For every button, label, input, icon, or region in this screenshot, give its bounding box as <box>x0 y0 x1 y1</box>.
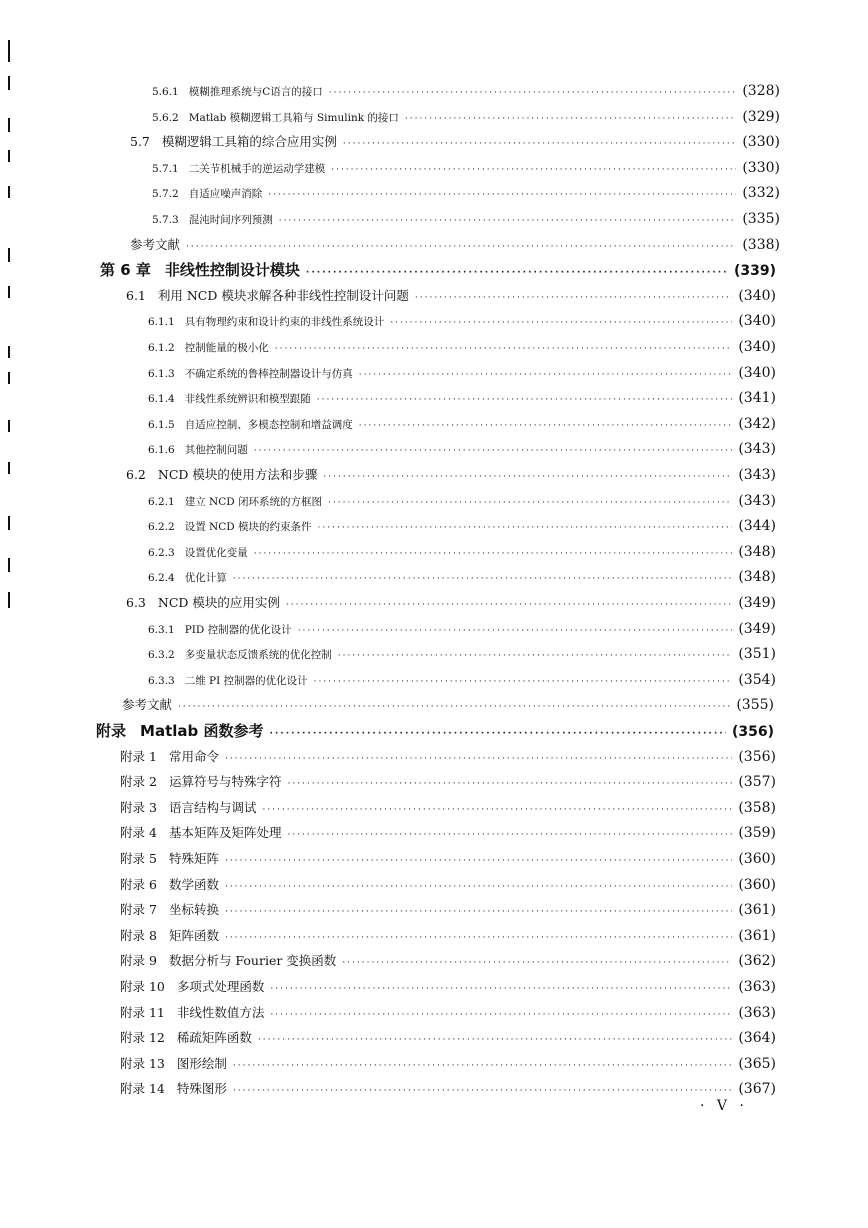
toc-entry-title: 参考文献 <box>122 697 173 712</box>
toc-entry-page: (360) <box>738 851 776 867</box>
dot-leader <box>225 927 732 949</box>
toc-entry-page: (361) <box>738 902 776 918</box>
dot-leader <box>270 978 732 1000</box>
toc-entry-page: (338) <box>742 237 780 253</box>
toc-entry-number: 附录 4 <box>120 825 157 840</box>
dot-leader <box>317 389 733 411</box>
toc-entry[interactable] <box>120 848 776 870</box>
binding-mark <box>8 40 10 62</box>
toc-entry-number: 附录 2 <box>120 774 157 789</box>
toc-entry-page: (365) <box>738 1056 776 1072</box>
page-number: · V · <box>700 1098 748 1114</box>
dot-leader <box>279 210 737 232</box>
toc-entry-title: 利用 NCD 模块求解各种非线性控制设计问题 <box>157 288 409 303</box>
toc-entry[interactable] <box>148 541 776 563</box>
toc-entry-title: PID 控制器的优化设计 <box>184 624 292 636</box>
dot-leader <box>254 440 733 462</box>
toc-entry-title: 运算符号与特殊字符 <box>168 774 282 789</box>
toc-entry-number: 6.3 <box>126 595 146 610</box>
toc-entry-title: 数学函数 <box>168 877 219 892</box>
toc-entry-page: (343) <box>738 441 776 457</box>
toc-entry-number: 附录 6 <box>120 877 157 892</box>
toc-entry[interactable] <box>120 771 776 793</box>
toc-entry-page: (340) <box>738 288 776 304</box>
toc-entry-title: 控制能量的极小化 <box>184 342 269 354</box>
binding-mark <box>8 118 10 132</box>
binding-mark <box>8 150 10 162</box>
binding-mark <box>8 558 10 572</box>
toc-entry-title: 图形绘制 <box>176 1056 227 1071</box>
toc-entry-number: 6.1.4 <box>148 393 175 405</box>
toc-entry-title: 具有物理约束和设计约束的非线性系统设计 <box>184 316 385 328</box>
toc-entry-title: 参考文献 <box>130 237 181 252</box>
toc-entry-title: 基本矩阵及矩阵处理 <box>168 825 282 840</box>
toc-entry-page: (351) <box>738 646 776 662</box>
toc-entry[interactable] <box>130 131 780 153</box>
toc-entry-title: Matlab 模糊逻辑工具箱与 Simulink 的接口 <box>188 112 399 124</box>
toc-entry-number: 5.7 <box>130 134 150 149</box>
toc-entry-number: 附录 8 <box>120 928 157 943</box>
toc-entry-title: 非线性控制设计模块 <box>164 261 300 279</box>
toc-entry-page: (362) <box>738 953 776 969</box>
binding-mark <box>8 462 10 474</box>
toc-entry-title: 特殊矩阵 <box>168 851 219 866</box>
toc-entry[interactable] <box>148 310 776 332</box>
toc-entry-number: 附录 9 <box>120 953 157 968</box>
dot-leader <box>268 184 736 206</box>
dot-leader <box>269 723 726 745</box>
toc-entry-number: 6.2.2 <box>148 521 175 533</box>
toc-entry-number: 附录 12 <box>120 1030 165 1045</box>
toc-entry[interactable] <box>120 1002 776 1024</box>
dot-leader <box>233 1080 732 1102</box>
toc-entry-page: (359) <box>738 825 776 841</box>
dot-leader <box>328 492 732 514</box>
toc-entry-page: (348) <box>738 544 776 560</box>
toc-entry-title: 多项式处理函数 <box>176 979 265 994</box>
toc-entry-page: (329) <box>742 109 780 125</box>
toc-entry-title: 非线性系统辨识和模型跟随 <box>184 393 311 405</box>
toc-entry-number: 第 6 章 <box>100 261 151 279</box>
toc-entry-page: (332) <box>742 185 780 201</box>
toc-entry[interactable] <box>148 669 776 691</box>
toc-entry-page: (367) <box>738 1081 776 1097</box>
toc-entry[interactable] <box>148 643 776 665</box>
dot-leader <box>286 594 732 616</box>
toc-entry-title: 不确定系统的鲁棒控制器设计与仿真 <box>184 368 353 380</box>
toc-entry[interactable] <box>148 438 776 460</box>
toc-entry-page: (343) <box>738 493 776 509</box>
toc-entry-title: 优化计算 <box>184 572 227 584</box>
toc-entry-page: (361) <box>738 928 776 944</box>
toc-entry[interactable] <box>122 694 774 716</box>
dot-leader <box>314 671 733 693</box>
toc-entry-page: (343) <box>738 467 776 483</box>
binding-mark <box>8 248 10 262</box>
toc-entry-page: (355) <box>736 697 774 713</box>
toc-entry-number: 6.3.2 <box>148 649 175 661</box>
toc-entry-number: 附录 13 <box>120 1056 165 1071</box>
toc-entry[interactable] <box>120 1053 776 1075</box>
toc-entry-page: (342) <box>738 416 776 432</box>
dot-leader <box>405 108 736 130</box>
toc-entry-page: (340) <box>738 339 776 355</box>
toc-entry[interactable] <box>148 413 776 435</box>
binding-edge-marks <box>0 0 20 1228</box>
toc-entry-page: (330) <box>742 134 780 150</box>
toc-entry-page: (349) <box>738 595 776 611</box>
toc-entry[interactable] <box>152 106 780 128</box>
binding-mark <box>8 592 10 608</box>
dot-leader <box>270 1004 732 1026</box>
toc-entry-page: (356) <box>731 724 774 740</box>
toc-entry[interactable] <box>120 976 776 998</box>
toc-entry-number: 5.7.1 <box>152 163 179 175</box>
toc-entry-number: 附录 11 <box>120 1005 165 1020</box>
dot-leader <box>225 748 732 770</box>
dot-leader <box>186 236 736 258</box>
dot-leader <box>225 876 732 898</box>
toc-entry[interactable] <box>148 336 776 358</box>
dot-leader <box>233 1055 732 1077</box>
toc-entry[interactable] <box>120 925 776 947</box>
dot-leader <box>415 287 732 309</box>
toc-entry-title: 常用命令 <box>168 749 219 764</box>
toc-entry[interactable] <box>96 720 774 742</box>
toc-entry-page: (330) <box>742 160 780 176</box>
toc-entry[interactable] <box>152 80 780 102</box>
dot-leader <box>258 1029 732 1051</box>
dot-leader <box>254 543 733 565</box>
toc-entry-title: 数据分析与 Fourier 变换函数 <box>168 953 337 968</box>
toc-entry-page: (341) <box>738 390 776 406</box>
dot-leader <box>275 338 733 360</box>
toc-entry-number: 附录 5 <box>120 851 157 866</box>
dot-leader <box>306 262 728 284</box>
toc-entry-number: 5.6.2 <box>152 112 179 124</box>
dot-leader <box>225 850 732 872</box>
dot-leader <box>318 517 733 539</box>
dot-leader <box>359 415 733 437</box>
binding-mark <box>8 346 10 358</box>
toc-entry[interactable] <box>120 746 776 768</box>
toc-entry-number: 6.1.1 <box>148 316 175 328</box>
toc-entry-title: 自适应噪声消除 <box>188 188 263 200</box>
binding-mark <box>8 186 10 198</box>
toc-entry-title: 特殊图形 <box>176 1081 227 1096</box>
toc-entry-number: 附录 7 <box>120 902 157 917</box>
toc-entry-page: (328) <box>742 83 780 99</box>
toc-entry-title: NCD 模块的使用方法和步骤 <box>157 467 318 482</box>
toc-entry-page: (363) <box>738 979 776 995</box>
toc-entry-number: 附录 1 <box>120 749 157 764</box>
toc-entry-title: 其他控制问题 <box>184 444 248 456</box>
toc-entry-page: (339) <box>733 263 776 279</box>
toc-entry-title: 二关节机械手的逆运动学建模 <box>188 163 326 175</box>
toc-entry-number: 6.1.5 <box>148 419 175 431</box>
toc-entry-title: 设置 NCD 模块的约束条件 <box>184 521 312 533</box>
toc-entry-number: 6.2.1 <box>148 496 175 508</box>
toc-entry-title: 自适应控制、多模态控制和增益调度 <box>184 419 353 431</box>
toc-entry[interactable] <box>120 797 776 819</box>
toc-entry-title: 混沌时间序列预测 <box>188 214 273 226</box>
binding-mark <box>8 420 10 432</box>
toc-entry-number: 6.1.3 <box>148 368 175 380</box>
toc-entry[interactable] <box>148 566 776 588</box>
toc-entry-title: 设置优化变量 <box>184 547 248 559</box>
toc-entry[interactable] <box>100 259 776 281</box>
toc-entry-title: 建立 NCD 闭环系统的方框图 <box>184 496 323 508</box>
toc-entry[interactable] <box>148 362 776 384</box>
toc-entry-number: 附录 10 <box>120 979 165 994</box>
toc-entry-title: 多变量状态反馈系统的优化控制 <box>184 649 332 661</box>
dot-leader <box>390 312 732 334</box>
toc-entry-page: (354) <box>738 672 776 688</box>
toc-entry-number: 6.2.4 <box>148 572 175 584</box>
toc-entry-number: 附录 <box>96 722 127 740</box>
toc-entry-number: 6.3.1 <box>148 624 175 636</box>
toc-entry[interactable] <box>148 618 776 640</box>
binding-mark <box>8 76 10 90</box>
toc-entry-number: 附录 3 <box>120 800 157 815</box>
toc-entry-page: (360) <box>738 877 776 893</box>
dot-leader <box>233 568 733 590</box>
toc-entry[interactable] <box>148 387 776 409</box>
dot-leader <box>329 82 737 104</box>
dot-leader <box>287 773 732 795</box>
toc-entry[interactable] <box>120 1027 776 1049</box>
toc-entry-page: (363) <box>738 1005 776 1021</box>
dot-leader <box>359 364 733 386</box>
dot-leader <box>225 901 732 923</box>
toc-entry[interactable] <box>126 592 776 614</box>
toc-entry[interactable] <box>120 822 776 844</box>
toc-entry-number: 6.1 <box>126 288 146 303</box>
toc-entry[interactable] <box>120 874 776 896</box>
dot-leader <box>342 952 732 974</box>
binding-mark <box>8 516 10 530</box>
toc-entry-page: (340) <box>738 313 776 329</box>
toc-entry[interactable] <box>152 208 780 230</box>
toc-entry[interactable] <box>148 515 776 537</box>
toc-entry-page: (357) <box>738 774 776 790</box>
dot-leader <box>331 159 736 181</box>
dot-leader <box>298 620 733 642</box>
toc-entry[interactable] <box>126 464 776 486</box>
toc-entry-number: 6.3.3 <box>148 675 175 687</box>
toc-entry-number: 5.7.3 <box>152 214 179 226</box>
toc-entry-title: 语言结构与调试 <box>168 800 257 815</box>
toc-entry-page: (344) <box>738 518 776 534</box>
toc-entry-title: 模糊逻辑工具箱的综合应用实例 <box>161 134 337 149</box>
toc-entry[interactable] <box>126 285 776 307</box>
dot-leader <box>343 133 736 155</box>
toc-entry-number: 6.2.3 <box>148 547 175 559</box>
toc-entry-number: 6.1.6 <box>148 444 175 456</box>
toc-entry-page: (348) <box>738 569 776 585</box>
dot-leader <box>178 696 730 718</box>
toc-entry-page: (358) <box>738 800 776 816</box>
toc-entry-number: 5.6.1 <box>152 86 179 98</box>
toc-entry-page: (364) <box>738 1030 776 1046</box>
toc-entry-title: 模糊推理系统与C语言的接口 <box>188 86 323 98</box>
dot-leader <box>287 824 732 846</box>
toc-entry-title: 稀疏矩阵函数 <box>176 1030 252 1045</box>
toc-entry-title: NCD 模块的应用实例 <box>157 595 280 610</box>
binding-mark <box>8 372 10 384</box>
toc-entry-number: 附录 14 <box>120 1081 165 1096</box>
toc-entry[interactable] <box>130 234 780 256</box>
toc-entry-title: 坐标转换 <box>168 902 219 917</box>
toc-entry[interactable] <box>120 899 776 921</box>
dot-leader <box>338 645 733 667</box>
dot-leader <box>323 466 732 488</box>
toc-entry[interactable] <box>152 182 780 204</box>
toc-entry-number: 5.7.2 <box>152 188 179 200</box>
toc-entry-title: 非线性数值方法 <box>176 1005 265 1020</box>
toc-entry-number: 6.2 <box>126 467 146 482</box>
toc-entry-page: (349) <box>738 621 776 637</box>
dot-leader <box>262 799 732 821</box>
toc-entry[interactable] <box>120 950 776 972</box>
toc-entry-page: (340) <box>738 365 776 381</box>
toc-entry[interactable] <box>152 157 780 179</box>
toc-entry-page: (356) <box>738 749 776 765</box>
toc-entry-title: 二维 PI 控制器的优化设计 <box>184 675 308 687</box>
binding-mark <box>8 286 10 298</box>
toc-entry[interactable] <box>148 490 776 512</box>
toc-entry-page: (335) <box>742 211 780 227</box>
toc-entry[interactable] <box>120 1078 776 1100</box>
toc-entry-title: 矩阵函数 <box>168 928 219 943</box>
toc-entry-title: Matlab 函数参考 <box>140 722 264 740</box>
toc-entry-number: 6.1.2 <box>148 342 175 354</box>
